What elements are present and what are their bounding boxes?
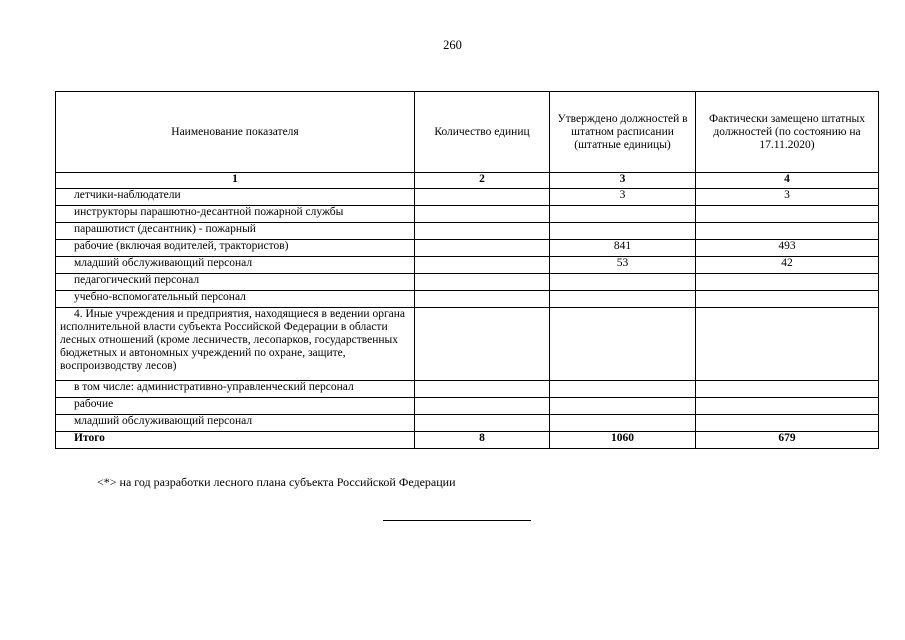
row-approved (550, 291, 696, 308)
table-row (56, 240, 879, 257)
row-approved: 53 (550, 257, 696, 274)
total-label: Итого (56, 432, 415, 449)
row-name: учебно-вспомогательный персонал (56, 291, 415, 308)
row-actual (696, 398, 879, 415)
row-name: парашютист (десантник) - пожарный (56, 223, 415, 240)
row-actual: 493 (696, 240, 879, 257)
table-row (56, 189, 879, 206)
row-count (415, 415, 550, 432)
row-name: летчики-наблюдатели (56, 189, 415, 206)
row-count (415, 206, 550, 223)
row-approved (550, 398, 696, 415)
row-approved (550, 274, 696, 291)
total-count: 8 (415, 432, 550, 449)
row-count (415, 257, 550, 274)
row-count (415, 291, 550, 308)
column-number: 3 (550, 173, 696, 189)
row-count (415, 398, 550, 415)
header-row (56, 92, 879, 173)
row-actual: 42 (696, 257, 879, 274)
table-row (56, 398, 879, 415)
row-count (415, 240, 550, 257)
row-actual (696, 415, 879, 432)
table-row (56, 308, 879, 381)
total-row (56, 432, 879, 449)
footer-divider (383, 520, 531, 521)
column-number: 2 (415, 173, 550, 189)
row-actual (696, 308, 879, 381)
row-name: педагогический персонал (56, 274, 415, 291)
row-name: инструкторы парашютно-десантной пожарной службы (56, 206, 415, 223)
row-name: младший обслуживающий персонал (56, 257, 415, 274)
row-count (415, 274, 550, 291)
column-number: 4 (696, 173, 879, 189)
page-number: 260 (443, 38, 462, 52)
footnote: <*> на год разработки лесного плана субъекта Российской Федерации (97, 475, 456, 489)
row-actual: 3 (696, 189, 879, 206)
total-approved: 1060 (550, 432, 696, 449)
column-number-row (56, 173, 879, 189)
table-row (56, 381, 879, 398)
row-name: рабочие (56, 398, 415, 415)
row-approved (550, 223, 696, 240)
row-name: младший обслуживающий персонал (56, 415, 415, 432)
row-count (415, 223, 550, 240)
row-actual (696, 206, 879, 223)
table-row (56, 291, 879, 308)
table-row (56, 415, 879, 432)
table-row (56, 274, 879, 291)
row-approved (550, 415, 696, 432)
row-approved (550, 206, 696, 223)
table-row (56, 223, 879, 240)
row-count (415, 381, 550, 398)
row-approved: 3 (550, 189, 696, 206)
staff-table (55, 91, 879, 449)
total-actual: 679 (696, 432, 879, 449)
table-row (56, 257, 879, 274)
row-count (415, 189, 550, 206)
row-approved (550, 308, 696, 381)
column-number: 1 (56, 173, 415, 189)
row-actual (696, 274, 879, 291)
row-name: рабочие (включая водителей, трактористов) (56, 240, 415, 257)
row-actual (696, 223, 879, 240)
header-approved-positions: Утверждено должностей в штатном расписании (штатные единицы) (550, 92, 696, 173)
row-count (415, 308, 550, 381)
header-unit-count: Количество единиц (415, 92, 550, 173)
header-indicator-name: Наименование показателя (56, 92, 415, 173)
row-actual (696, 381, 879, 398)
row-name: в том числе: административно-управленческий персонал (56, 381, 415, 398)
row-name: 4. Иные учреждения и предприятия, находящиеся в ведении органа исполнительной власти субъекта Российской Федерации в области лесных отношений (кроме лесничеств, лесопарков, государственных бюджетных и автономных учреждений по охране, защите, воспроизводству лесов) (56, 308, 415, 381)
table-row (56, 206, 879, 223)
row-approved (550, 381, 696, 398)
row-approved: 841 (550, 240, 696, 257)
row-actual (696, 291, 879, 308)
header-actual-positions: Фактически замещено штатных должностей (по состоянию на 17.11.2020) (696, 92, 879, 173)
